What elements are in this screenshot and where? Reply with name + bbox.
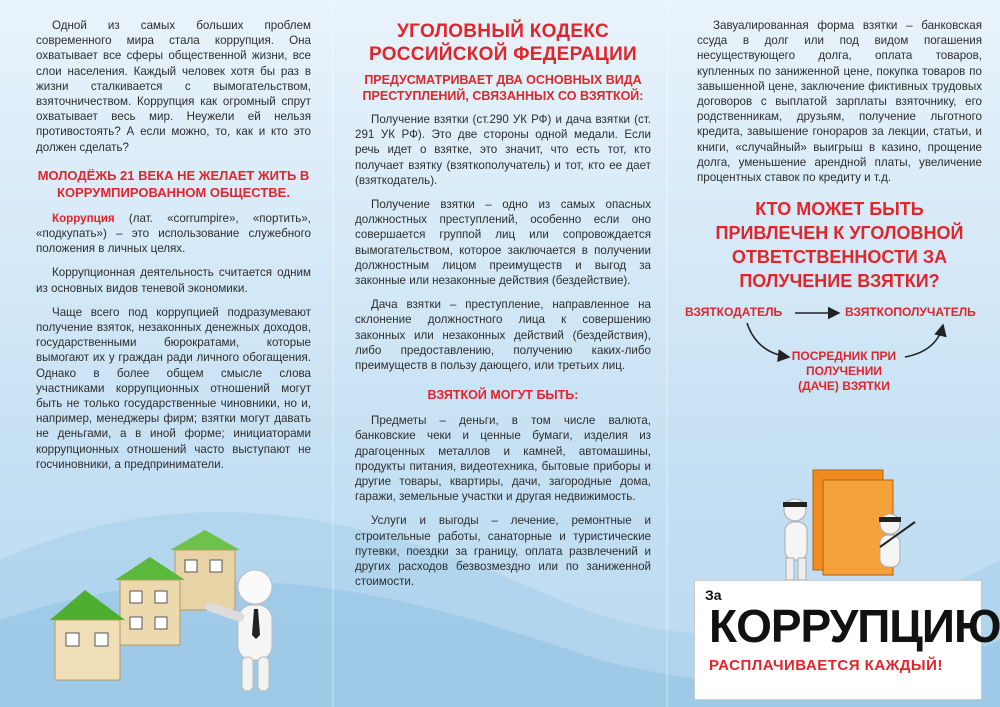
paragraph-shadow-economy: Коррупционная деятельность считается одним из основных видов теневой экономики. — [36, 266, 311, 295]
youth-heading: МОЛОДЁЖЬ 21 ВЕКА НЕ ЖЕЛАЕТ ЖИТЬ В КОРРУМПИРОВАННОМ ОБЩЕСТВЕ. — [37, 167, 310, 200]
houses-illustration — [40, 525, 310, 695]
paragraph-bribes: Чаще всего под коррупцией подразумевают получение взяток, незаконных денежных доходов, государственными бюрократами, которые вымогают их у граждан ради личного обогащения. Однако в более общем смысле слова участниками коррупционных отношений могут быть не только государственные чиновники, но и, например, менеджеры фирм; взятки могут давать не деньгами, а в иной форме; инициаторами коррупционных отношений часто выступают не госчиновники, а предприниматели. — [36, 305, 311, 471]
bribe-can-be-heading: ВЗЯТКОЙ МОГУТ БЫТЬ: — [427, 388, 579, 403]
column-middle — [333, 0, 667, 707]
scheme-giver: ВЗЯТКОДАТЕЛЬ — [685, 305, 783, 320]
bribe-scheme — [685, 301, 982, 401]
term-corruption: Коррупция — [52, 211, 115, 225]
banner-za: За — [705, 587, 722, 603]
paragraph-giving-bribe: Дача взятки – преступление, направленное на склонение должностного лица к совершению законных или незаконных действий (бездействия), либо предоставлению, получению каких-либо преимуществ в пользу дающего, или третьих лиц. — [355, 298, 651, 373]
criminal-code-subtitle: ПРЕДУСМАТРИВАЕТ ДВА ОСНОВНЫХ ВИДА ПРЕСТУПЛЕНИЙ, СВЯЗАННЫХ СО ВЗЯТКОЙ: — [362, 73, 644, 103]
figure-right — [879, 514, 915, 567]
paragraph-services: Услуги и выгоды – лечение, ремонтные и строительные работы, санаторные и туристические путевки, поездки за границу, оплата развлечений и других расходов безвозмездно или по заниженной стоимости. — [355, 514, 651, 589]
definition-text: (лат. «corrumpire», «портить», «подкупать») – это использование служебного положения в личных целях. — [36, 211, 311, 256]
banner-corruption: КОРРУПЦИЮ — [709, 600, 1000, 652]
scheme-mediator: ПОСРЕДНИК ПРИ ПОЛУЧЕНИИ (ДАЧЕ) ВЗЯТКИ — [791, 349, 897, 394]
paragraph-receiving-bribe: Получение взятки – одно из самых опасных должностных преступлений, особенно если оно совершается группой лиц или сопровождается вымогательством, которое заключается в получении должностным лицом преимуществ и выгод за законные или незаконные действия (бездействие). — [355, 198, 651, 288]
scheme-receiver: ВЗЯТКОПОЛУЧАТЕЛЬ — [845, 305, 976, 320]
veiled-bribe-text: Завуалированная форма взятки – банковская ссуда в долг или под видом погашения несуществующего долга, оплата товаров, купленных по заниженной цене, покупка товаров по завышенной цене, заключение фиктивных трудовых договоров с выплатой зарплаты взяточнику, его родственникам, друзьям, получение льготного кредита, завышение гонораров за лекции, статьи, и книги, «случайный» выигрыш в казино, прощение долга, уменьшение арендной платы, увеличение процентных ставок по кредиту и т.д. — [697, 19, 982, 185]
intro-text: Одной из самых больших проблем современного мира стала коррупция. Она охватывает все сферы общественной жизни, все слои населения. Каждый человек хотя бы раз в жизни сталкивается с вымогательством, взяточничеством. Коррупция как огромный спрут охватывает весь мир. Неужели ей нельзя противостоять? А если можно, то, как и кто это должен сделать? — [36, 19, 311, 154]
paragraph-objects: Предметы – деньги, в том числе валюта, банковские чеки и ценные бумаги, изделия из драгоценных металлов и камней, автомашины, продукты питания, видеотехника, бытовые приборы и другие товары, квартиры, дачи, загородные дома, гаражи, земельные участки и другая недвижимость. — [355, 414, 651, 504]
banner-slogan: РАСПЛАЧИВАЕТСЯ КАЖДЫЙ! — [709, 657, 943, 674]
scheme-arrows — [697, 301, 987, 401]
criminal-code-title: УГОЛОВНЫЙ КОДЕКС РОССИЙСКОЙ ФЕДЕРАЦИИ — [368, 21, 637, 65]
corruption-definition — [36, 211, 311, 257]
house-front — [50, 590, 125, 680]
paragraph-bribe-sides: Получение взятки (ст.290 УК РФ) и дача взятки (ст. 291 УК РФ). Это две стороны одной медали. Если речь идет о взятке, это значит, что есть тот, кто получает взятку (взяткополучатель) и тот, кто ее дает (взяткодатель). — [355, 113, 651, 187]
folder-figures-illustration — [765, 462, 925, 582]
figure-left — [783, 499, 807, 580]
who-liable-heading: КТО МОЖЕТ БЫТЬ ПРИВЛЕЧЕН К УГОЛОВНОЙ ОТВЕТСТВЕННОСТИ ЗА ПОЛУЧЕНИЕ ВЗЯТКИ? — [715, 199, 964, 292]
anti-corruption-banner — [694, 580, 1000, 700]
